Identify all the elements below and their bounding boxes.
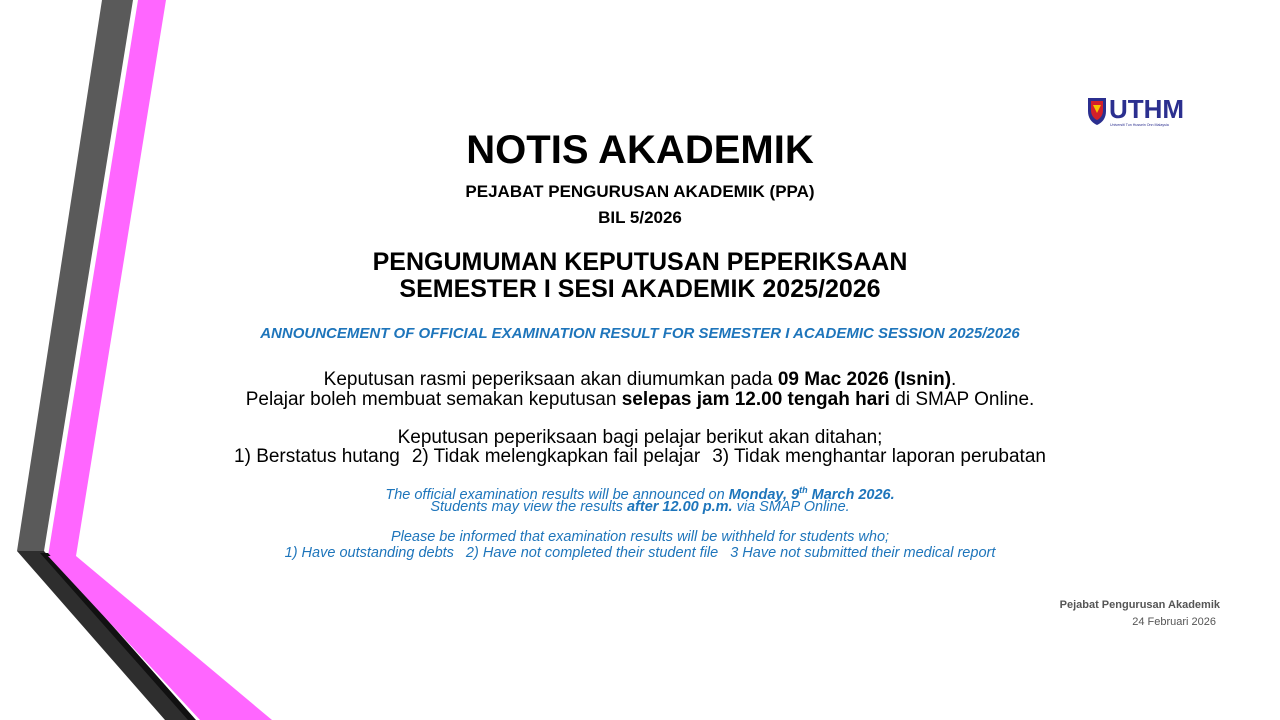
announcement-english: ANNOUNCEMENT OF OFFICIAL EXAMINATION RESULT FOR SEMESTER I ACADEMIC SESSION 2025/2026 [260, 325, 1020, 342]
withheld-list-ms [0, 446, 1280, 467]
footer-office: Pejabat Pengurusan Akademik [1059, 599, 1220, 611]
result-date: 09 Mac 2026 (Isnin) [777, 369, 952, 390]
check-time: selepas jam 12.00 tengah hari [621, 389, 890, 410]
check-time-line-en: Students may view the results after 12.00 p.m. via SMAP Online. [430, 499, 850, 515]
notice-number: BIL 5/2026 [598, 208, 682, 227]
crest-icon [1088, 98, 1106, 125]
black-stripe-shadow [40, 553, 196, 720]
heading-line-1: PENGUMUMAN KEPUTUSAN PEPERIKSAAN [372, 248, 908, 276]
notice-title: NOTIS AKADEMIK [466, 128, 814, 172]
list-item: 3) Tidak menghantar laporan perubatan [712, 446, 1046, 467]
result-date-line: Keputusan rasmi peperiksaan akan diumumkan pada 09 Mac 2026 (Isnin). [323, 369, 957, 390]
logo-text: UTHM [1109, 94, 1185, 124]
withheld-intro-en: Please be informed that examination results will be withheld for students who; [390, 529, 890, 545]
list-item: 3 Have not submitted their medical report [730, 545, 996, 561]
logo-tagline: Universiti Tun Hussein Onn Malaysia [1110, 123, 1169, 127]
list-item: 1) Berstatus hutang [234, 446, 400, 467]
list-item: 2) Have not completed their student file [465, 545, 719, 561]
uthm-logo [1086, 93, 1198, 129]
heading-line-2: SEMESTER I SESI AKADEMIK 2025/2026 [399, 275, 881, 303]
result-date-line-en: The official examination results will be announced on Monday, 9th March 2026. [385, 485, 895, 503]
check-time-line: Pelajar boleh membuat semakan keputusan selepas jam 12.00 tengah hari di SMAP Online. [245, 389, 1035, 410]
withheld-intro: Keputusan peperiksaan bagi pelajar berikut akan ditahan; [397, 427, 883, 448]
footer-date: 24 Februari 2026 [1132, 616, 1216, 628]
office-name: PEJABAT PENGURUSAN AKADEMIK (PPA) [465, 182, 815, 201]
list-item: 2) Tidak melengkapkan fail pelajar [411, 446, 701, 467]
withheld-list-en [0, 545, 1280, 562]
list-item: 1) Have outstanding debts [284, 545, 454, 561]
